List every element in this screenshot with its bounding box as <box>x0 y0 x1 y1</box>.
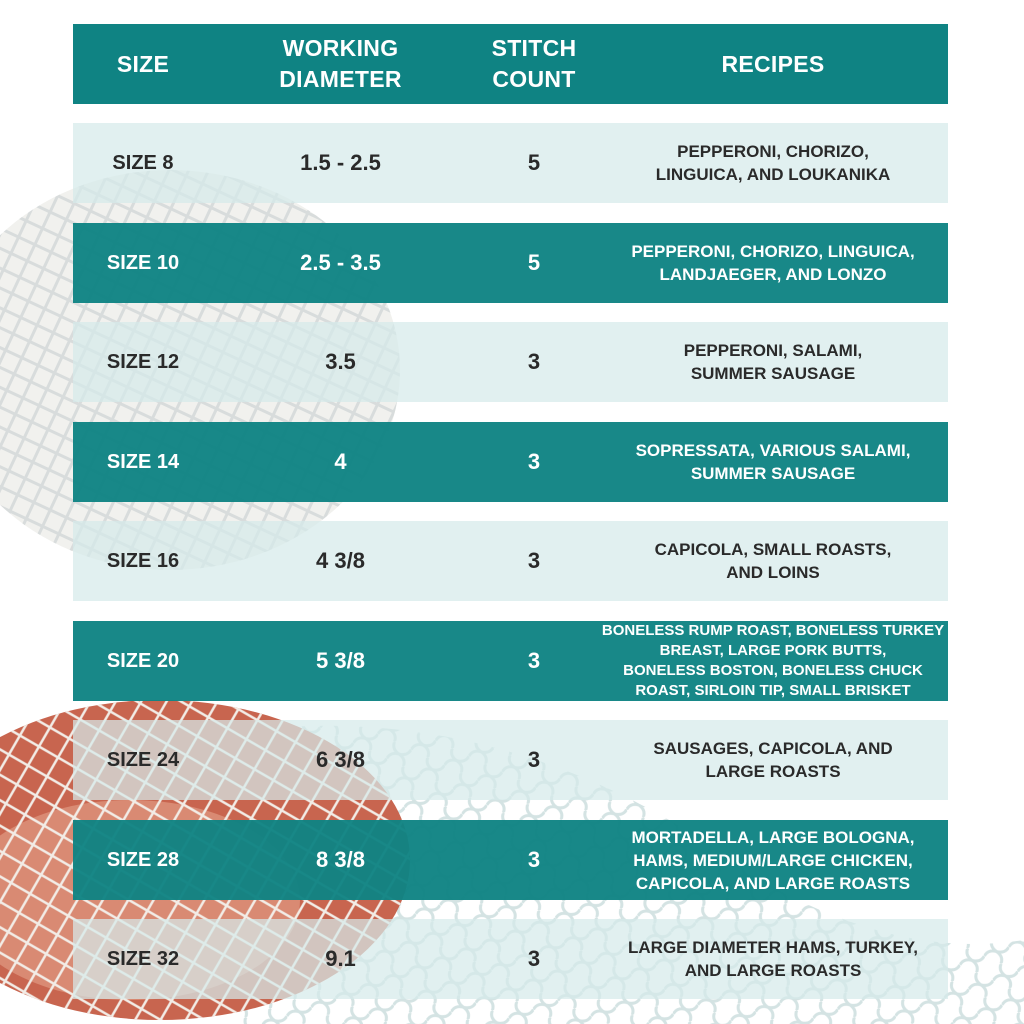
table-row <box>73 223 948 303</box>
recipes-cell <box>598 422 948 502</box>
recipe-line: BREAST, LARGE PORK BUTTS, <box>659 642 887 659</box>
recipe-line: PEPPERONI, SALAMI, <box>683 341 863 360</box>
recipe-line: CAPICOLA, AND LARGE ROASTS <box>635 873 911 893</box>
header-size: SIZE <box>116 50 170 77</box>
stitch-count-cell: 3 <box>527 747 541 772</box>
recipes-cell <box>598 919 948 999</box>
size-cell: SIZE 20 <box>106 649 180 672</box>
stitch-count-cell: 3 <box>527 946 541 971</box>
recipes-cell <box>598 521 948 601</box>
diameter-cell: 8 3/8 <box>316 847 365 872</box>
recipe-line: LANDJAEGER, AND LONZO <box>659 265 887 284</box>
diameter-cell: 9.1 <box>325 946 356 971</box>
size-cell: SIZE 14 <box>106 450 180 473</box>
stitch-count-cell: 5 <box>527 150 541 175</box>
recipe-line: PEPPERONI, CHORIZO, LINGUICA, <box>631 242 915 261</box>
diameter-cell: 1.5 - 2.5 <box>300 150 381 175</box>
recipe-line: HAMS, MEDIUM/LARGE CHICKEN, <box>633 850 913 870</box>
recipes-cell <box>598 720 948 800</box>
table-row <box>73 422 948 502</box>
size-cell: SIZE 8 <box>112 151 174 174</box>
size-cell: SIZE 32 <box>106 947 180 970</box>
diameter-cell: 6 3/8 <box>316 747 365 772</box>
recipes-cell <box>598 322 948 402</box>
table-row <box>73 621 948 701</box>
stitch-count-cell: 3 <box>527 847 541 872</box>
stitch-count-cell: 3 <box>527 349 541 374</box>
size-cell: SIZE 10 <box>106 251 180 274</box>
recipes-cell <box>598 621 948 701</box>
table-row <box>73 720 948 800</box>
recipes-cell <box>598 223 948 303</box>
stitch-count-cell: 5 <box>527 250 541 275</box>
header-stitch-count: STITCH COUNT <box>491 35 577 92</box>
recipe-line: LINGUICA, AND LOUKANIKA <box>655 165 891 184</box>
size-cell: SIZE 28 <box>106 848 180 871</box>
diameter-cell: 3.5 <box>325 349 356 374</box>
diameter-cell: 2.5 - 3.5 <box>300 250 381 275</box>
stitch-count-cell: 3 <box>527 548 541 573</box>
table-row <box>73 820 948 900</box>
size-cell: SIZE 24 <box>106 748 180 771</box>
table-row <box>73 521 948 601</box>
diameter-cell: 4 <box>334 449 347 474</box>
recipe-line: BONELESS RUMP ROAST, BONELESS TURKEY <box>601 622 945 639</box>
recipes-cell <box>598 820 948 900</box>
recipe-line: SAUSAGES, CAPICOLA, AND <box>653 739 893 758</box>
recipe-line: MORTADELLA, LARGE BOLOGNA, <box>631 827 915 847</box>
recipe-line: SUMMER SAUSAGE <box>690 464 856 483</box>
recipe-line: LARGE DIAMETER HAMS, TURKEY, <box>628 938 918 957</box>
recipe-line: SUMMER SAUSAGE <box>690 364 856 383</box>
table-row <box>73 322 948 402</box>
stitch-count-cell: 3 <box>527 648 541 673</box>
diameter-cell: 4 3/8 <box>316 548 365 573</box>
recipe-line: BONELESS BOSTON, BONELESS CHUCK <box>623 662 923 679</box>
header-recipes: RECIPES <box>721 50 825 77</box>
recipe-line: AND LOINS <box>726 563 820 582</box>
size-cell: SIZE 16 <box>106 549 180 572</box>
diameter-cell: 5 3/8 <box>316 648 365 673</box>
size-cell: SIZE 12 <box>106 350 180 373</box>
recipe-line: LARGE ROASTS <box>705 762 841 781</box>
header-working-diameter: WORKING DIAMETER <box>279 35 402 92</box>
table-header-row <box>73 24 948 104</box>
recipes-cell <box>598 123 948 203</box>
table-row <box>73 919 948 999</box>
recipe-line: AND LARGE ROASTS <box>684 961 862 980</box>
recipe-line: PEPPERONI, CHORIZO, <box>677 142 869 161</box>
recipe-line: ROAST, SIRLOIN TIP, SMALL BRISKET <box>635 682 911 699</box>
stitch-count-cell: 3 <box>527 449 541 474</box>
recipe-line: SOPRESSATA, VARIOUS SALAMI, <box>635 441 911 460</box>
table-row <box>73 123 948 203</box>
recipe-line: CAPICOLA, SMALL ROASTS, <box>654 540 892 559</box>
